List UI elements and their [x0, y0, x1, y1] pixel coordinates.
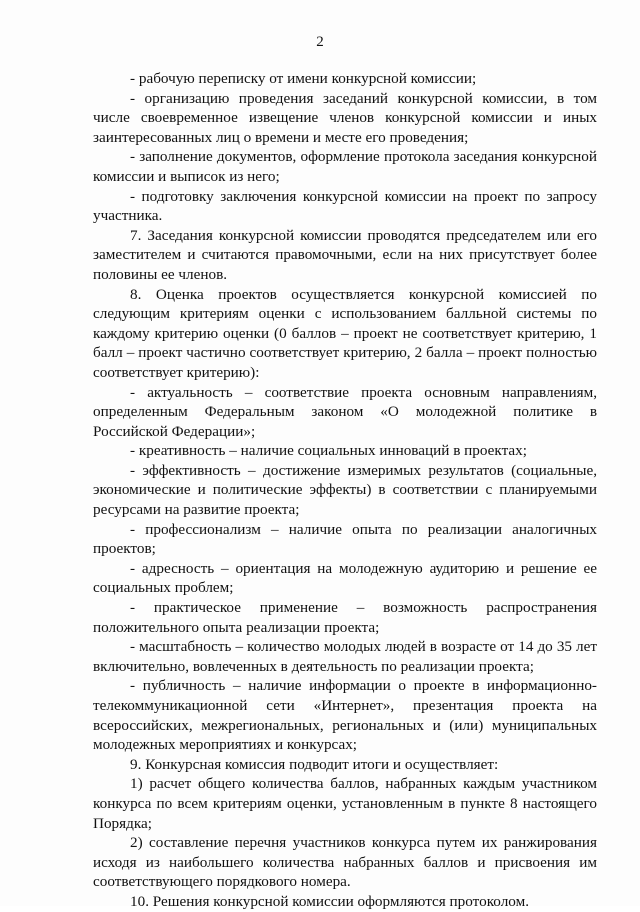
document-body [93, 69, 597, 912]
criterion-efficiency: - эффективность – достижение измеримых результатов (социальные, экономические и политические эффекты) в соответствии с планируемыми ресурсами на развитие проекта; [93, 461, 597, 519]
paragraph-documents-protocol: - заполнение документов, оформление протокола заседания конкурсной комиссии и выписок из него; [93, 148, 597, 185]
paragraph-conclusion: - подготовку заключения конкурсной комиссии на проект по запросу участника. [93, 187, 597, 225]
criterion-targeting: - адресность – ориентация на молодежную аудиторию и решение ее социальных проблем; [93, 559, 597, 597]
subitem-9-2: 2) составление перечня участников конкурса путем их ранжирования исходя из наибольшего количества набранных баллов и присвоения им соответствующего порядкового номера. [93, 834, 597, 891]
criterion-professionalism: - профессионализм – наличие опыта по реализации аналогичных проектов; [93, 520, 597, 558]
page-number: 2 [316, 34, 324, 50]
criterion-relevance: - актуальность – соответствие проекта основным направлениям, определенным Федеральным законом «О молодежной политике в Российской Федерации»; [93, 383, 597, 440]
paragraph-item-9: 9. Конкурсная комиссия подводит итоги и осуществляет: [130, 755, 499, 773]
criterion-scale: - масштабность – количество молодых людей в возрасте от 14 до 35 лет включительно, вовлеченных в деятельность по реализации проекта; [93, 638, 597, 675]
paragraph-item-10: 10. Решения конкурсной комиссии оформляются протоколом. [130, 892, 529, 910]
paragraph-meetings-organization: - организацию проведения заседаний конкурсной комиссии, в том числе своевременное извещение членов конкурсной комиссии и иных заинтересованных лиц о времени и месте его проведения; [93, 89, 597, 146]
paragraph-item-8: 8. Оценка проектов осуществляется конкурсной комиссией по следующим критериям оценки с использованием балльной системы по каждому критерию оценки (0 баллов – проект не соответствует критерию, 1 балл – проект частично соответствует критерию, 2 балла – проект полностью соответствует критерию): [93, 285, 597, 381]
criterion-publicity: - публичность – наличие информации о проекте в информационно-телекоммуникационной сети «Интернет», презентация проекта на всероссийских, межрегиональных, региональных и (или) муниципальных молодежных мероприятиях и конкурсах; [93, 677, 597, 754]
criterion-practical-application: - практическое применение – возможность распространения положительного опыта реализации проекта; [93, 599, 597, 636]
paragraph-correspondence: - рабочую переписку от имени конкурсной комиссии; [130, 70, 477, 87]
criterion-creativity: - креативность – наличие социальных инноваций в проектах; [130, 442, 527, 460]
subitem-9-1: 1) расчет общего количества баллов, набранных каждым участником конкурса по всем критериям оценки, установленным в пункте 8 настоящего Порядка; [93, 775, 597, 832]
paragraph-item-7: 7. Заседания конкурсной комиссии проводятся председателем или его заместителем и считаются правомочными, если на них присутствует более половины ее членов. [93, 226, 597, 283]
